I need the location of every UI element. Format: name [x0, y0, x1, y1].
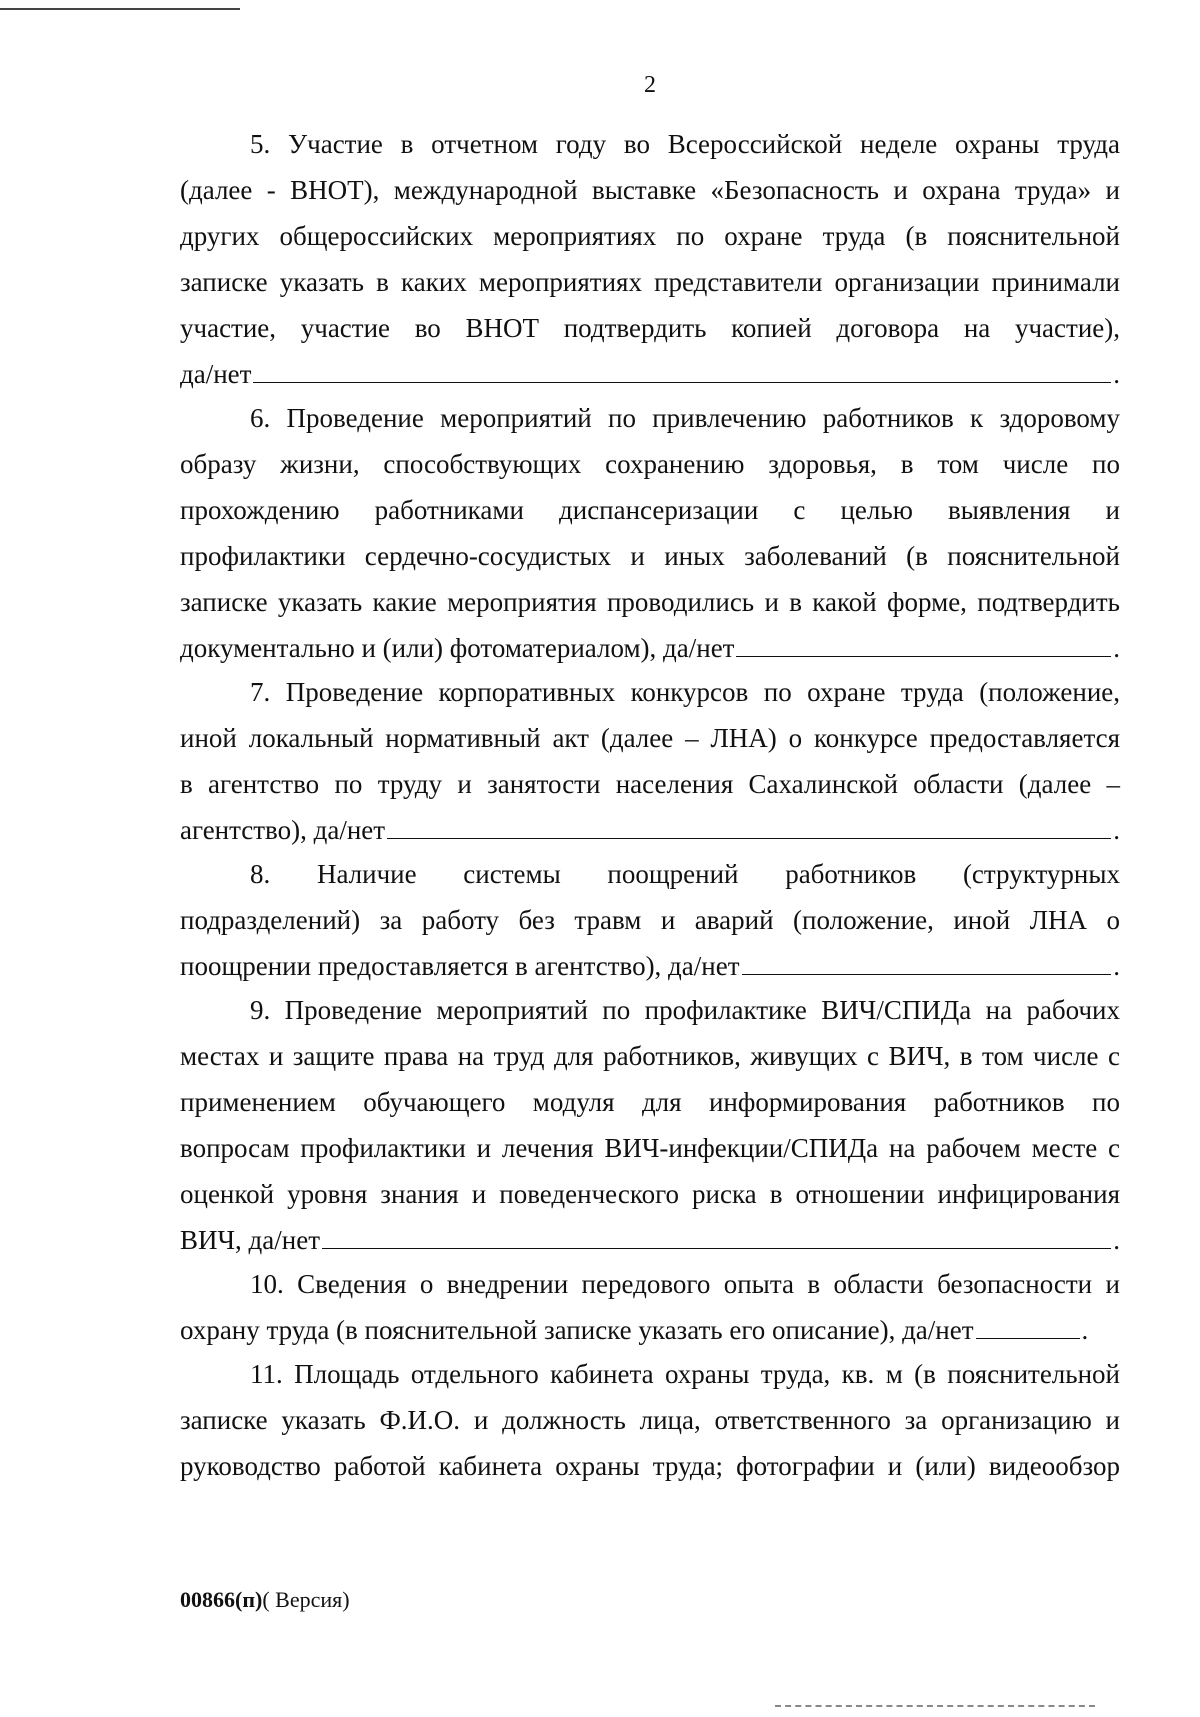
text-line: (далее - ВНОТ), международной выставке «Безопасность и охрана труда» и — [180, 175, 1120, 205]
line-end-punctuation: . — [1113, 633, 1120, 663]
page-number: 2 — [644, 72, 656, 98]
answer-blank-field[interactable] — [253, 360, 1111, 383]
answer-blank-field[interactable] — [742, 952, 1112, 975]
line-text: документально и (или) фотоматериалом), да/нет — [180, 633, 735, 663]
answer-blank-field[interactable] — [387, 816, 1111, 839]
text-line — [180, 950, 1120, 982]
line-end-punctuation: . — [1113, 815, 1120, 845]
text-line — [180, 814, 1120, 846]
text-line: 7. Проведение корпоративных конкурсов по охране труда (положение, — [250, 677, 1120, 707]
text-line: 9. Проведение мероприятий по профилактике ВИЧ/СПИДа на рабочих — [250, 995, 1120, 1025]
footer-code: 00866(п) — [180, 1587, 263, 1612]
line-text: поощрении предоставляется в агентство), да/нет — [180, 951, 740, 981]
line-end-punctuation: . — [1113, 1225, 1120, 1255]
line-end-punctuation: . — [1081, 1315, 1089, 1345]
text-line: записке указать какие мероприятия проводились и в какой форме, подтвердить — [180, 587, 1120, 617]
text-line: 8. Наличие системы поощрений работников (структурных — [250, 859, 1120, 889]
text-line: вопросам профилактики и лечения ВИЧ-инфекции/СПИДа на рабочем месте с — [180, 1133, 1120, 1163]
line-text: да/нет — [180, 359, 252, 389]
text-line — [180, 1224, 1120, 1256]
text-line: записке указать в каких мероприятиях представители организации принимали — [180, 267, 1120, 297]
text-line — [180, 358, 1120, 390]
line-text: агентство), да/нет — [180, 815, 386, 845]
text-line: иной локальный нормативный акт (далее – ЛНА) о конкурсе предоставляется — [180, 723, 1120, 753]
line-text: ВИЧ, да/нет — [180, 1225, 321, 1255]
text-line: образу жизни, способствующих сохранению здоровья, в том числе по — [180, 449, 1120, 479]
text-line: оценкой уровня знания и поведенческого риска в отношении инфицирования — [180, 1179, 1120, 1209]
line-end-punctuation: . — [1113, 951, 1120, 981]
line-end-punctuation: . — [1113, 359, 1120, 389]
text-line: 10. Сведения о внедрении передового опыта в области безопасности и — [250, 1269, 1120, 1299]
answer-blank-field[interactable] — [976, 1316, 1080, 1339]
footer-version: ( Версия) — [262, 1587, 350, 1612]
text-line: 5. Участие в отчетном году во Всероссийской неделе охраны труда — [250, 129, 1120, 159]
answer-blank-field[interactable] — [736, 634, 1111, 657]
text-line: 6. Проведение мероприятий по привлечению работников к здоровому — [250, 403, 1120, 433]
text-line: применением обучающего модуля для информирования работников по — [180, 1087, 1120, 1117]
text-line: других общероссийских мероприятиях по охране труда (в пояснительной — [180, 221, 1120, 251]
answer-blank-field[interactable] — [322, 1226, 1111, 1249]
text-line: руководство работой кабинета охраны труда; фотографии и (или) видеообзор — [180, 1451, 1120, 1481]
line-text: охрану труда (в пояснительной записке указать его описание), да/нет — [180, 1315, 974, 1345]
scan-edge-line — [0, 8, 240, 10]
text-line: записке указать Ф.И.О. и должность лица, ответственного за организацию и — [180, 1405, 1120, 1435]
text-line: профилактики сердечно-сосудистых и иных заболеваний (в пояснительной — [180, 541, 1120, 571]
text-line — [180, 632, 1120, 664]
text-line: в агентство по труду и занятости населения Сахалинской области (далее – — [180, 769, 1120, 799]
text-line — [180, 1314, 1120, 1346]
text-line: местах и защите права на труд для работников, живущих с ВИЧ, в том числе с — [180, 1041, 1120, 1071]
scan-edge-line-bottom — [775, 1705, 1095, 1707]
text-line: подразделений) за работу без травм и аварий (положение, иной ЛНА о — [180, 905, 1120, 935]
footer-document-code — [180, 1587, 350, 1613]
text-line: участие, участие во ВНОТ подтвердить копией договора на участие), — [180, 313, 1120, 343]
text-line: 11. Площадь отдельного кабинета охраны труда, кв. м (в пояснительной — [250, 1359, 1120, 1389]
text-line: прохождению работниками диспансеризации с целью выявления и — [180, 495, 1120, 525]
